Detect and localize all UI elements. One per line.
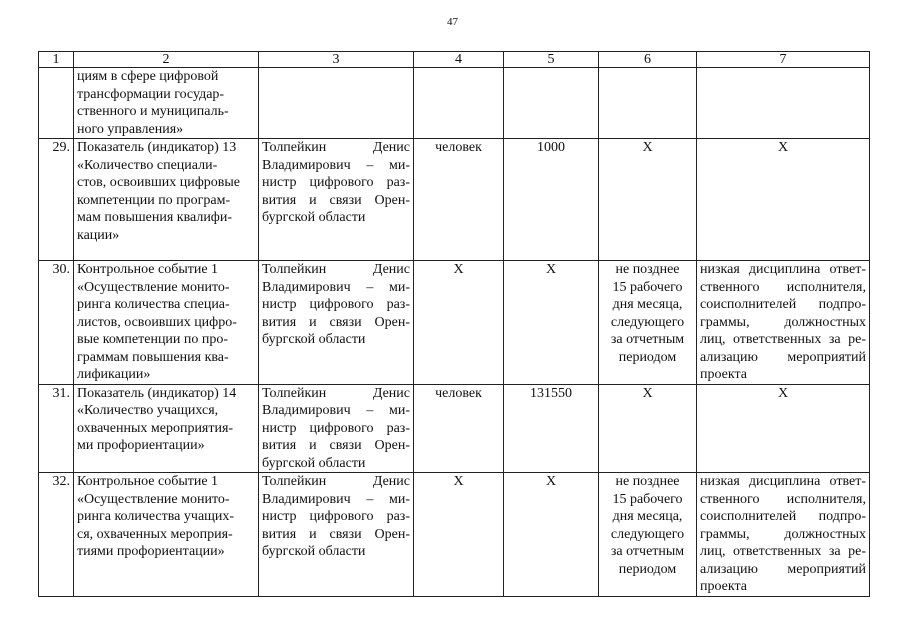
responsible-line: бургской области xyxy=(262,210,366,225)
indicator-line: компетенции по програм- xyxy=(77,192,231,208)
indicator-line: «Осуществление монито- xyxy=(77,279,230,295)
indicator-line: лификации» xyxy=(77,367,151,382)
responsible-line: Толпейкин Денис xyxy=(262,474,410,489)
risk-line: проекта xyxy=(700,579,747,594)
unit-cell xyxy=(414,68,504,139)
row-number-cell: 29. xyxy=(39,139,74,261)
value-cell: 131550 xyxy=(504,384,599,473)
indicator-line: стов, освоивших цифровые xyxy=(77,175,240,190)
table-row xyxy=(39,139,870,261)
indicator-line: трансформации государ- xyxy=(77,86,225,102)
risk-cell xyxy=(697,68,870,139)
indicator-line: тиями профориентации» xyxy=(77,544,225,559)
deadline-line: не позднее xyxy=(615,262,680,277)
risk-cell xyxy=(697,473,870,597)
risk-line: проекта xyxy=(700,367,747,382)
deadline-line: периодом xyxy=(618,561,677,577)
responsible-line: бургской области xyxy=(262,332,366,347)
column-header: 3 xyxy=(259,52,414,68)
table-row xyxy=(39,261,870,385)
responsible-line: Владимирович – ми- xyxy=(262,157,410,173)
indicator-line: ринга количества специа- xyxy=(77,297,230,312)
deadline-line: X xyxy=(642,385,653,401)
risk-cell xyxy=(697,139,870,261)
responsible-line: бургской области xyxy=(262,455,366,471)
indicator-line: «Количество специали- xyxy=(77,157,218,173)
responsible-cell xyxy=(259,139,414,261)
risk-line: низкая дисциплина ответ- xyxy=(700,262,866,277)
indicator-line: охваченных мероприятия- xyxy=(77,420,234,436)
responsible-line: нистр цифрового раз- xyxy=(262,175,410,190)
deadline-line: следующего xyxy=(610,314,685,330)
deadline-cell xyxy=(599,261,697,385)
risk-line: X xyxy=(777,140,789,155)
risk-cell xyxy=(697,261,870,385)
responsible-line: вития и связи Орен- xyxy=(262,192,410,208)
deadline-line: за отчетным xyxy=(610,544,685,559)
row-number-cell xyxy=(39,68,74,139)
risk-line: ственного исполнителя, xyxy=(700,279,866,295)
deadline-cell xyxy=(599,473,697,597)
deadline-line: дня месяца, xyxy=(612,297,683,312)
responsible-line: бургской области xyxy=(262,544,366,559)
deadline-line: за отчетным xyxy=(610,332,685,347)
responsible-cell xyxy=(259,68,414,139)
deadline-line: следующего xyxy=(610,526,685,542)
deadline-cell xyxy=(599,68,697,139)
column-header: 6 xyxy=(599,52,697,68)
column-number-row xyxy=(39,52,870,68)
deadline-line: 15 рабочего xyxy=(612,279,683,295)
indicator-cell xyxy=(74,139,259,261)
indicator-cell xyxy=(74,261,259,385)
risk-line: низкая дисциплина ответ- xyxy=(700,474,866,489)
responsible-cell xyxy=(259,384,414,473)
indicator-table xyxy=(38,51,870,597)
indicator-line: ного управления» xyxy=(77,121,184,137)
indicator-line: Контрольное событие 1 xyxy=(77,474,219,489)
risk-line: лиц, ответственных за ре- xyxy=(700,332,866,347)
value-cell: X xyxy=(504,261,599,385)
deadline-line: X xyxy=(642,140,653,155)
risk-line: лиц, ответственных за ре- xyxy=(700,544,866,559)
responsible-line: Владимирович – ми- xyxy=(262,491,410,507)
deadline-line: 15 рабочего xyxy=(612,491,683,507)
risk-line: X xyxy=(777,385,789,401)
deadline-line: не позднее xyxy=(615,474,680,489)
row-number-cell: 32. xyxy=(39,473,74,597)
table-row xyxy=(39,473,870,597)
risk-line: граммы, должностных xyxy=(700,314,866,330)
risk-line: соисполнителей подпро- xyxy=(700,297,866,312)
indicator-line: ринга количества учащих- xyxy=(77,509,235,524)
column-header: 4 xyxy=(414,52,504,68)
unit-cell: человек xyxy=(414,384,504,473)
row-number-cell: 30. xyxy=(39,261,74,385)
column-header: 7 xyxy=(697,52,870,68)
value-cell xyxy=(504,68,599,139)
deadline-line: периодом xyxy=(618,349,677,365)
responsible-cell xyxy=(259,261,414,385)
responsible-line: нистр цифрового раз- xyxy=(262,297,410,312)
responsible-line: Толпейкин Денис xyxy=(262,140,410,155)
deadline-cell xyxy=(599,139,697,261)
indicator-line: Контрольное событие 1 xyxy=(77,262,219,277)
column-header: 1 xyxy=(39,52,74,68)
indicator-line: ственного и муниципаль- xyxy=(77,104,229,119)
continuation-row xyxy=(39,68,870,139)
indicator-line: мам повышения квалифи- xyxy=(77,210,233,225)
unit-cell: человек xyxy=(414,139,504,261)
indicator-line: листов, освоивших цифро- xyxy=(77,314,237,330)
responsible-line: Владимирович – ми- xyxy=(262,403,410,418)
page-number: 47 xyxy=(447,16,458,28)
indicator-line: кации» xyxy=(77,227,120,243)
responsible-line: Толпейкин Денис xyxy=(262,385,410,401)
risk-line: ализацию мероприятий xyxy=(700,349,866,365)
column-header: 2 xyxy=(74,52,259,68)
value-cell: 1000 xyxy=(504,139,599,261)
risk-line: граммы, должностных xyxy=(700,526,866,542)
table-row xyxy=(39,384,870,473)
risk-line: ализацию мероприятий xyxy=(700,561,866,577)
row-number-cell: 31. xyxy=(39,384,74,473)
indicator-line: Показатель (индикатор) 14 xyxy=(77,385,237,401)
responsible-line: вития и связи Орен- xyxy=(262,314,410,330)
unit-cell: X xyxy=(414,261,504,385)
indicator-line: граммам повышения ква- xyxy=(77,349,229,365)
risk-line: ственного исполнителя, xyxy=(700,491,866,507)
responsible-line: нистр цифрового раз- xyxy=(262,509,410,524)
indicator-line: «Осуществление монито- xyxy=(77,491,230,507)
responsible-line: вития и связи Орен- xyxy=(262,526,410,542)
deadline-line: дня месяца, xyxy=(612,509,683,524)
column-header: 5 xyxy=(504,52,599,68)
unit-cell: X xyxy=(414,473,504,597)
responsible-line: вития и связи Орен- xyxy=(262,438,410,453)
responsible-line: нистр цифрового раз- xyxy=(262,420,410,436)
value-cell: X xyxy=(504,473,599,597)
deadline-cell xyxy=(599,384,697,473)
risk-line: соисполнителей подпро- xyxy=(700,509,866,524)
indicator-cell xyxy=(74,68,259,139)
indicator-line: Показатель (индикатор) 13 xyxy=(77,140,237,155)
responsible-cell xyxy=(259,473,414,597)
indicator-line: вые компетенции по про- xyxy=(77,332,229,347)
risk-cell xyxy=(697,384,870,473)
indicator-line: ми профориентации» xyxy=(77,438,205,453)
indicator-cell xyxy=(74,473,259,597)
responsible-line: Владимирович – ми- xyxy=(262,279,410,295)
indicator-line: ся, охваченных мероприя- xyxy=(77,526,233,542)
indicator-line: «Количество учащихся, xyxy=(77,403,219,418)
indicator-line: циям в сфере цифровой xyxy=(77,69,219,84)
responsible-line: Толпейкин Денис xyxy=(262,262,410,277)
indicator-cell xyxy=(74,384,259,473)
